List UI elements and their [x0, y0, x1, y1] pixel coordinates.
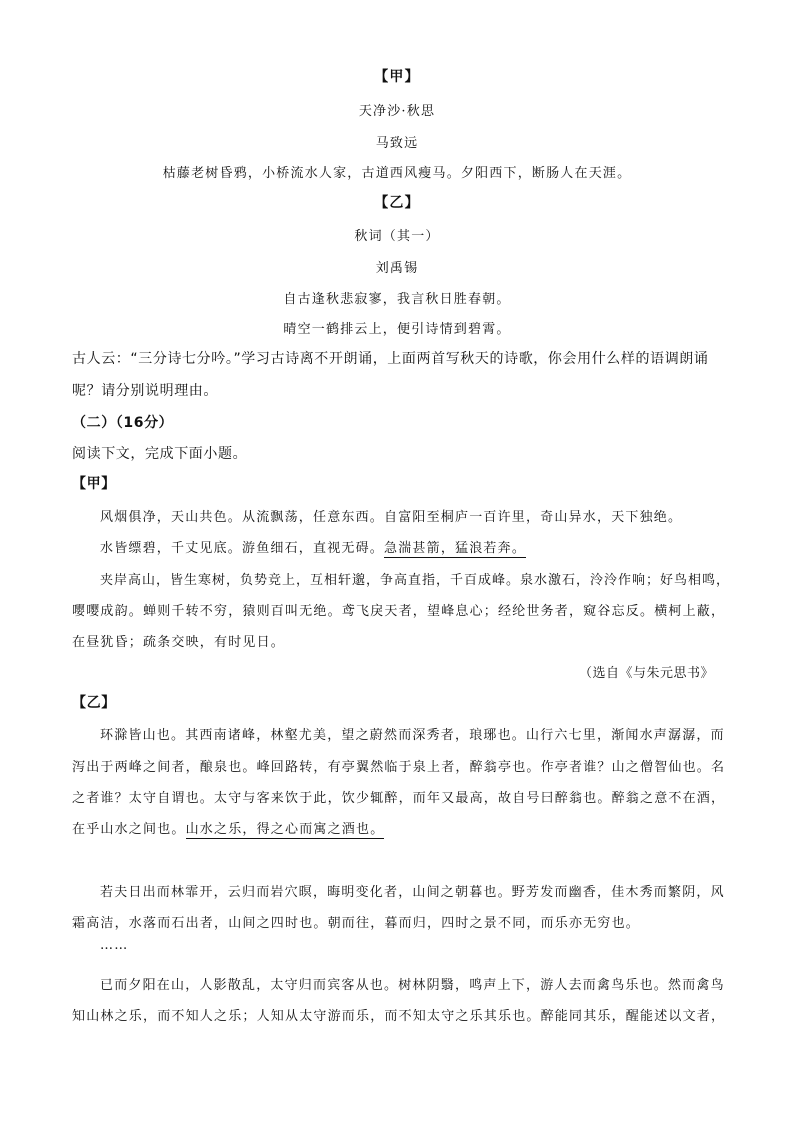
passage-a-p2-plain: 水皆缥碧，千丈见底。游鱼细石，直视无碍。 — [100, 541, 385, 556]
passage-b-p2-line1: 若夫日出而林霏开，云归而岩穴暝，晦明变化者，山间之朝暮也。野芳发而幽香，佳木秀而繁阴，风 — [100, 885, 725, 900]
passage-b-ellipsis: …… — [100, 938, 129, 953]
passage-b-p2-line2: 霜高洁，水落而石出者，山间之四时也。朝而往，暮而归，四时之景不同，而乐亦无穷也。 — [72, 916, 641, 931]
passage-a-p2-underlined: 急湍甚箭，猛浪若奔。 — [384, 541, 527, 556]
passage-a-p3-line3: 在昼犹昏；疏条交映，有时见日。 — [72, 635, 286, 650]
passage-b-p3-line1: 已而夕阳在山，人影散乱，太守归而宾客从也。树林阴翳，鸣声上下，游人去而禽鸟乐也。然而禽鸟 — [100, 978, 725, 993]
passage-b-p1-line2: 泻出于两峰之间者，酿泉也。峰回路转，有亭翼然临于泉上者，醉翁亭也。作亭者谁？山之僧智仙也。名 — [72, 760, 726, 775]
poem-a-title: 天净沙·秋思 — [358, 104, 436, 119]
poem-b-line1: 自古逢秋悲寂寥，我言秋日胜春朝。 — [283, 292, 511, 307]
passage-a-p3-line2: 嘤嘤成韵。蝉则千转不穷，猿则百叫无绝。鸢飞戾天者，望峰息心；经纶世务者，窥谷忘反。横柯上蔽， — [72, 604, 726, 619]
poem-a-author: 马致远 — [375, 136, 419, 151]
poem-b-line2: 晴空一鹤排云上，便引诗情到碧霄。 — [283, 322, 511, 337]
passage-a-p2 — [100, 537, 526, 556]
passage-b-p1-line4 — [72, 818, 384, 837]
passage-a-source: （选自《与朱元思书》 — [578, 666, 714, 681]
passage-b-label: 【乙】 — [72, 695, 116, 711]
question-line1: 古人云：“三分诗七分吟。”学习古诗离不开朗诵，上面两首写秋天的诗歌，你会用什么样的语调朗诵 — [72, 351, 709, 367]
section-2-instruction: 阅读下文，完成下面小题。 — [72, 446, 248, 462]
passage-a-p1: 风烟俱净，天山共色。从流飘荡，任意东西。自富阳至桐庐一百许里，奇山异水，天下独绝。 — [100, 510, 683, 525]
poem-a-label: 【甲】 — [374, 69, 420, 85]
passage-b-p1-line1: 环滁皆山也。其西南诸峰，林壑尤美，望之蔚然而深秀者，琅琊也。山行六七里，渐闻水声潺潺，而 — [100, 728, 725, 743]
passage-b-p3-line2: 知山林之乐，而不知人之乐；人知从太守游而乐，而不知太守之乐其乐也。醉能同其乐，醒能述以文者， — [72, 1009, 726, 1024]
poem-b-title: 秋词（其一） — [354, 229, 440, 244]
passage-b-p1-line4-underlined: 山水之乐，得之心而寓之酒也。 — [185, 822, 385, 837]
poem-b-label: 【乙】 — [374, 195, 420, 211]
poem-a-text: 枯藤老树昏鸦，小桥流水人家，古道西风瘦马。夕阳西下，断肠人在天涯。 — [162, 166, 632, 181]
passage-a-label: 【甲】 — [72, 476, 116, 492]
passage-a-p3-line1: 夹岸高山，皆生寒树，负势竞上，互相轩邈，争高直指，千百成峰。泉水激石，泠泠作响；好鸟相鸣， — [100, 573, 731, 588]
passage-b-p1-line3: 之者谁？太守自谓也。太守与客来饮于此，饮少辄醉，而年又最高，故自号曰醉翁也。醉翁之意不在酒， — [72, 791, 726, 806]
section-2-heading: （二）（16分） — [72, 415, 174, 431]
poem-b-author: 刘禹锡 — [375, 261, 419, 276]
question-line2: 呢？请分别说明理由。 — [72, 383, 218, 399]
passage-b-p1-line4-plain: 在乎山水之间也。 — [72, 822, 186, 837]
